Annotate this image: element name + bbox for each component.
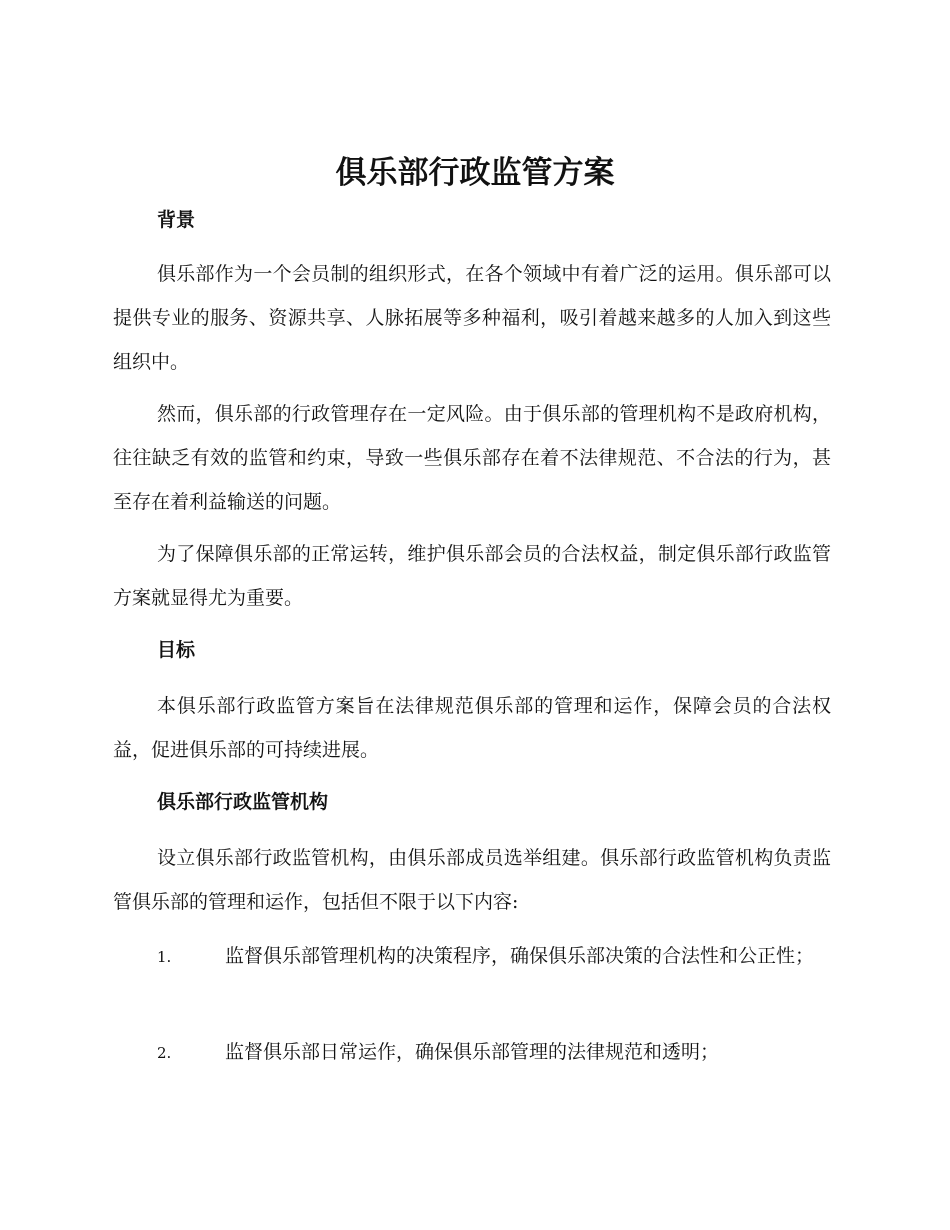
section-heading-background: 背景: [157, 209, 196, 231]
paragraph: 为了保障俱乐部的正常运转，维护俱乐部会员的合法权益，制定俱乐部行政监管方案就显得尤为重要。: [113, 543, 831, 609]
list-item-number: 1.: [157, 948, 172, 966]
list-item-number: 2.: [157, 1044, 172, 1062]
section-heading-supervision-body: 俱乐部行政监管机构: [157, 791, 329, 813]
list-item-text: 监督俱乐部日常运作，确保俱乐部管理的法律规范和透明；: [225, 1041, 720, 1063]
list-item-text: 监督俱乐部管理机构的决策程序，确保俱乐部决策的合法性和公正性；: [225, 945, 815, 967]
paragraph: 本俱乐部行政监管方案旨在法律规范俱乐部的管理和运作，保障会员的合法权益，促进俱乐部的可持续进展。: [113, 695, 831, 761]
paragraph: 俱乐部作为一个会员制的组织形式，在各个领域中有着广泛的运用。俱乐部可以提供专业的服务、资源共享、人脉拓展等多种福利，吸引着越来越多的人加入到这些组织中。: [113, 263, 831, 373]
list-item: [113, 1030, 831, 1075]
list-item: [113, 934, 831, 979]
paragraph: 然而，俱乐部的行政管理存在一定风险。由于俱乐部的管理机构不是政府机构，往往缺乏有效的监管和约束，导致一些俱乐部存在着不法律规范、不合法的行为，甚至存在着利益输送的问题。: [113, 403, 831, 513]
section-heading-goal: 目标: [157, 639, 196, 661]
document-title: 俱乐部行政监管方案: [335, 155, 615, 191]
paragraph: 设立俱乐部行政监管机构，由俱乐部成员选举组建。俱乐部行政监管机构负责监管俱乐部的管理和运作，包括但不限于以下内容:: [113, 847, 831, 913]
